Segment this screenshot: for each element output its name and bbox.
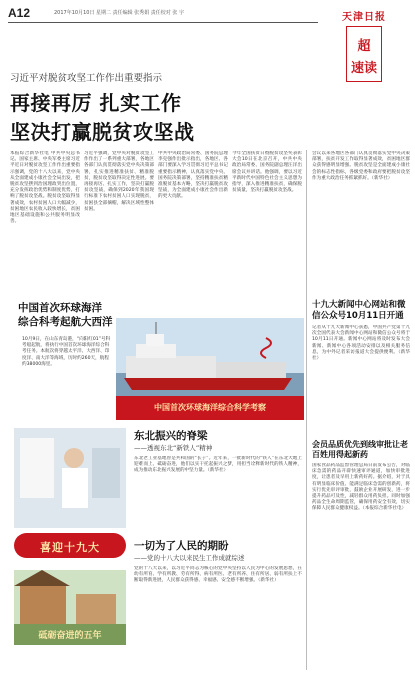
lead-headline-2: 坚决打赢脱贫攻坚战 [10, 120, 195, 144]
lead-column-4: 今年全国扶贫日暨脱贫攻坚奖表彰大会10日在北京召开，中共中央政治局常委、国务院副总理汪洋出席会议并讲话。他强调，要以习近平新时代中国特色社会主义思想为指导，深入推进精准扶贫，确保脱贫质量，坚决打赢脱贫攻坚战。 [232, 151, 302, 194]
ship-title-1: 中国首次环球海洋 [18, 302, 102, 314]
feature-story-1-title: 东北振兴的脊梁 [134, 430, 208, 442]
header-meta: 2017年10月10日 星期二 责任编辑 张秀娟 责任校对 张 宇 [54, 10, 184, 16]
section-masthead [336, 8, 392, 86]
ship-caption: 10月9日，在山东青岛港，“向阳红01”号科考船起航，将执行中国首次环球海洋综合科考任务。本航次将穿越太平洋、大西洋、印度洋、南大洋等海域，历时约260天，航程约38000海里。 [22, 337, 111, 367]
ship-photo [116, 318, 304, 420]
sidebar-story-2-text: 国家食品药品监督管理总局日前发布公告，对临床急需的药品开辟快速审评通道，加快审批进度，让患者及早用上新药好药。据介绍，对于具有明显临床价值、能满足临床急需的创新药，将实行优先审评审批，鼓励企业开展研发，进一步提升药品可及性，减轻群众用药负担。同时加强药品全生命周期监管，确保用药安全有效，切实保障人民群众健康权益。（本报综合新华社电） [312, 463, 410, 512]
sidebar-story-1-text: 记者从十九大新闻中心获悉，中国共产党第十九次全国代表大会新闻中心网站和微信公众号将于10月11日开通。新闻中心网站将及时发布大会新闻、新闻中心各项活动安排以及相关服务信息，为中外记者采访报道大会提供便利。（新华社） [312, 325, 410, 362]
feature-story-2-subtitle: ——党的十八大以来民生工作成就综述 [134, 554, 245, 562]
feature-story-2-text: 党的十八大以来，以习近平同志为核心的党中央坚持以人民为中心的发展思想，在幼有所育、学有所教、劳有所得、病有所医、老有所养、住有所居、弱有所扶上不断取得新进展，人民群众获得感、幸福感、安全感不断增强。（新华社） [134, 566, 302, 584]
sidebar-story-1 [312, 300, 410, 425]
section-box [346, 26, 382, 82]
lab-illustration [14, 428, 126, 528]
ship-title-2: 综合科考起航大西洋 [18, 316, 113, 328]
lead-kicker: 习近平对脱贫攻坚工作作出重要指示 [10, 73, 163, 84]
feature-story-1-text: 东北老工业基地曾是共和国的“长子”。近年来，一批新时代的“铁人”在东北大地上迎难而上、砥砺奋进，他们以实干托起振兴之梦，用担当诠释新时代的铁人精神，成为推动东北振兴发展的中坚力量。（新华社） [134, 456, 302, 474]
village-photo [14, 570, 126, 645]
sidebar-top-text: 会议以来各地区各部门认真贯彻落实党中央决策部署，扶贫开发工作取得显著成效，贫困地区群众获得感明显增强。脱贫攻坚是全面建成小康社会的标志性指标，各级党委和政府要把脱贫攻坚作为重大政治任务抓紧抓好。（新华社） [312, 151, 410, 181]
sidebar-top [312, 151, 410, 298]
village-photo-caption: 砥砺奋进的五年 [38, 631, 102, 641]
lead-column-2: 习近平强调，党中央对脱贫攻坚工作作出了一系列重大部署，各地区各部门认真贯彻落实党中央决策部署，扎实推进精准扶贫、精准脱贫，脱贫攻坚取得决定性进展。要再接再厉、扎实工作，坚决打赢脱贫攻坚战，确保到2020年我国现行标准下农村贫困人口实现脱贫，贫困县全部摘帽，解决区域性整体贫困。 [84, 151, 154, 212]
ship-photo-banner: 中国首次环球海洋综合科学考察 [154, 403, 266, 412]
brand-logo: 天津日报 [342, 12, 386, 23]
celebrate-banner [14, 533, 126, 558]
sidebar-story-2-title: 会员品质优先到线审批让老百姓用得起新药 [312, 440, 408, 459]
lab-photo [14, 428, 126, 528]
feature-story-1-subtitle: ——透视东北“新铁人”精神 [134, 444, 213, 452]
section-char-1: 超 [357, 39, 371, 54]
header-rule [8, 22, 318, 23]
celebrate-banner-label: 喜迎十九大 [40, 541, 100, 554]
sidebar-story-2 [312, 440, 410, 658]
lead-column-1: 本报综合新华社电 中共中央总书记、国家主席、中央军委主席习近平近日对脱贫攻坚工作作出重要指示强调，党的十八大以来，党中央从全面建成小康社会全局出发，把脱贫攻坚摆到治国理政突出位置，充分发挥政治优势和制度优势，打响了脱贫攻坚战。脱贫攻坚取得显著成效，农村贫困人口大幅减少，贫困地区农民收入较快增长，贫困地区基础设施和公共服务明显改善。 [10, 151, 80, 225]
lead-column-3: 中共中央政治局常委、国务院总理李克强作出批示指出，各地区、各部门要深入学习贯彻习近平总书记重要指示精神，认真落实党中央、国务院决策部署，坚持精准扶贫精准脱贫基本方略，坚决打赢脱贫攻坚战，为全面建成小康社会作出新的更大贡献。 [158, 151, 228, 200]
section-char-2: 速读 [350, 61, 377, 76]
feature-story-2-title: 一切为了人民的期盼 [134, 540, 229, 552]
sidebar-divider [306, 150, 307, 670]
page-number: A12 [8, 6, 31, 20]
sidebar-story-1-title: 十九大新闻中心网站和微信公众号10月11日开通 [312, 300, 406, 321]
lead-headline-1: 再接再厉 扎实工作 [10, 91, 182, 115]
